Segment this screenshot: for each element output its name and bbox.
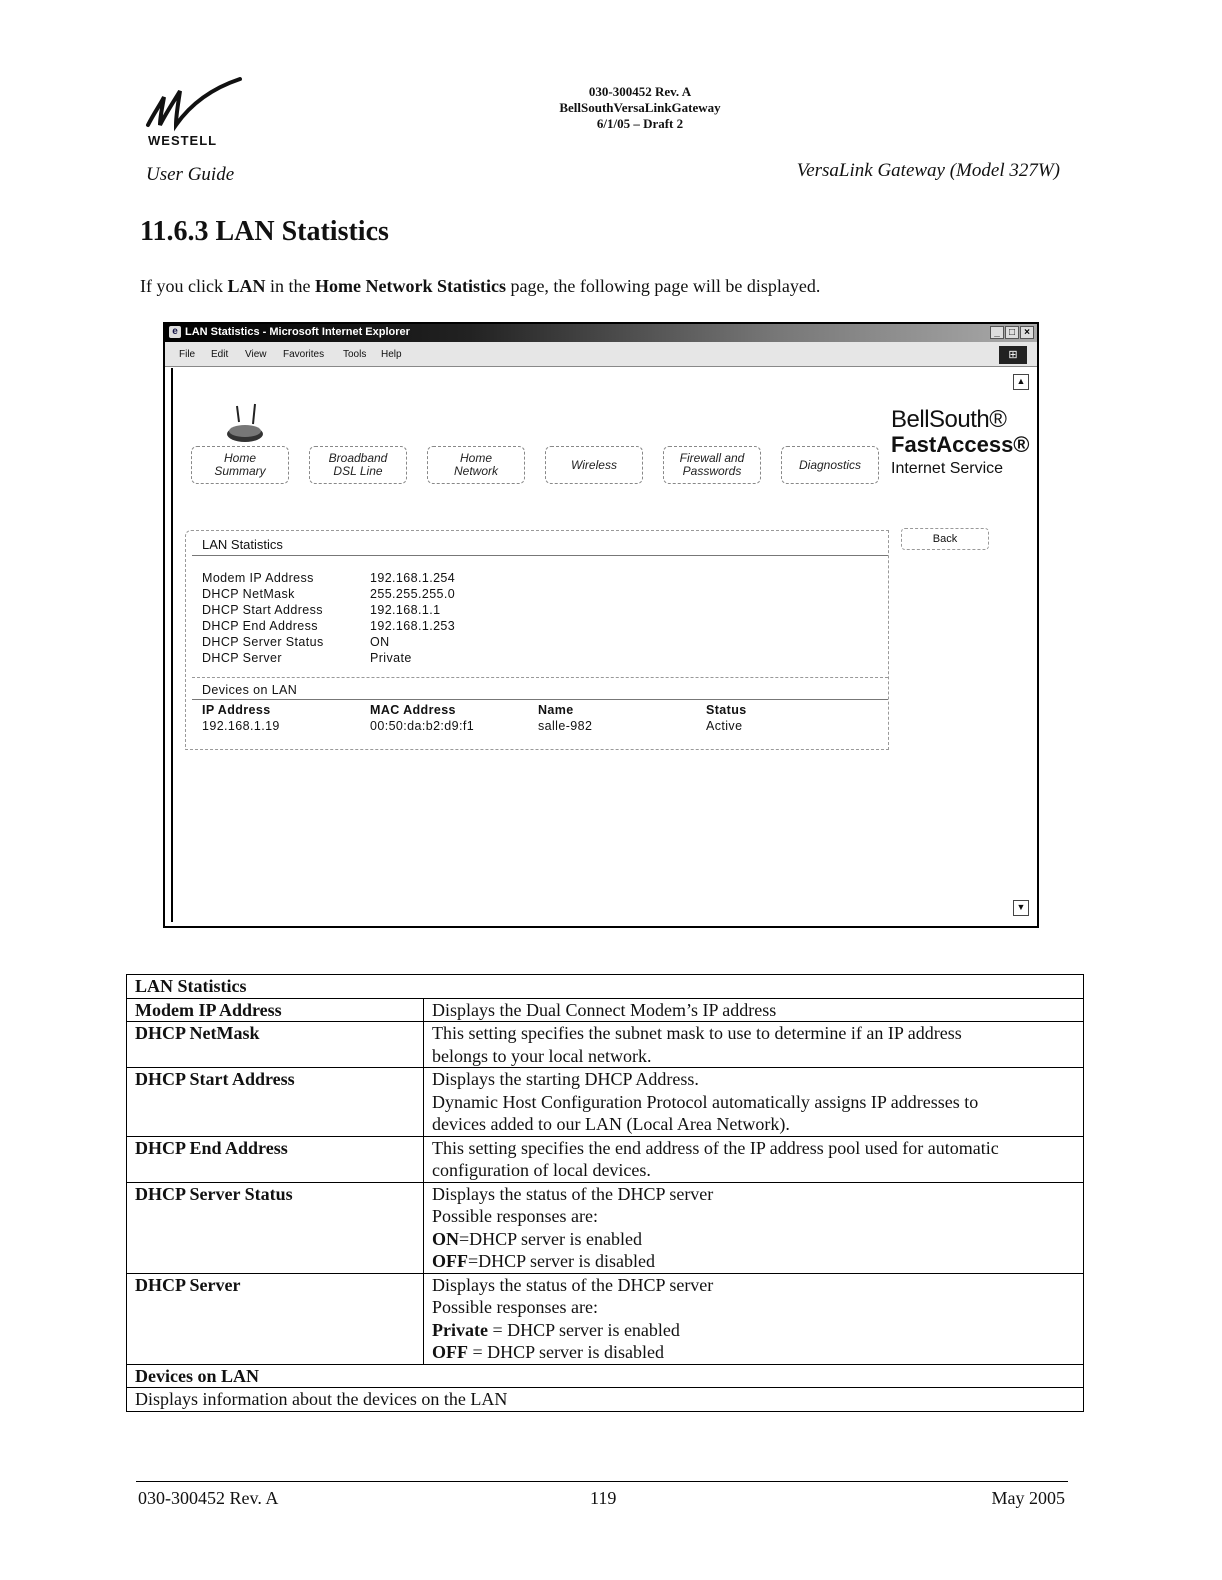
row-desc	[424, 1068, 1084, 1137]
nav-home-summary[interactable]: Home Summary	[191, 446, 289, 484]
devices-description: Displays information about the devices on the LAN	[127, 1388, 1084, 1412]
device-ip: 192.168.1.19	[202, 719, 280, 733]
row-key: DHCP End Address	[127, 1136, 424, 1182]
row-key: DHCP Server Status	[127, 1182, 424, 1273]
minimize-icon[interactable]: _	[990, 326, 1004, 339]
lan-statistics-panel	[185, 530, 889, 750]
devices-title: Devices on LAN	[202, 683, 298, 697]
section-title: 11.6.3 LAN Statistics	[140, 216, 389, 247]
stat-label: Modem IP Address	[202, 571, 314, 585]
stat-row	[202, 651, 412, 665]
table-row	[127, 1182, 1084, 1273]
logo-text: WESTELL	[148, 133, 218, 148]
row-desc	[424, 1273, 1084, 1364]
desc-line: devices added to our LAN (Local Area Network).	[432, 1114, 790, 1134]
device-status: Active	[706, 719, 743, 733]
device-header-status: Status	[706, 703, 747, 717]
menu-help[interactable]: Help	[381, 349, 402, 360]
device-header-name: Name	[538, 703, 574, 717]
stat-row	[202, 635, 390, 649]
menu-tools[interactable]: Tools	[343, 349, 367, 360]
device-name: salle-982	[538, 719, 593, 733]
desc-bold: ON	[432, 1228, 459, 1249]
desc-line: configuration of local devices.	[432, 1160, 651, 1180]
desc-line: Displays the Dual Connect Modem’s IP address	[432, 999, 777, 1020]
menu-file[interactable]: File	[179, 349, 196, 360]
table-row	[127, 1022, 1084, 1068]
desc-bold: OFF	[432, 1342, 468, 1362]
desc-line: Displays the status of the DHCP server	[432, 1183, 714, 1204]
stat-row	[202, 603, 440, 617]
menu-favorites[interactable]: Favorites	[283, 349, 325, 360]
stat-row	[202, 571, 455, 585]
browser-window	[163, 322, 1039, 928]
scroll-down-icon[interactable]: ▼	[1013, 900, 1029, 916]
scroll-up-icon[interactable]: ▲	[1013, 374, 1029, 390]
footer-doc-number: 030-300452 Rev. A	[138, 1488, 279, 1508]
desc-rest: =DHCP server is enabled	[459, 1228, 642, 1249]
intro-prefix: If you click	[140, 276, 228, 296]
desc-line: Dynamic Host Configuration Protocol automatically assigns IP addresses to	[432, 1091, 979, 1112]
westell-logo	[140, 75, 260, 150]
stat-label: DHCP Server Status	[202, 635, 324, 649]
table-row	[127, 998, 1084, 1022]
intro-link: LAN	[227, 276, 266, 296]
panel-title: LAN Statistics	[202, 537, 283, 552]
draft-label: 6/1/05 – Draft 2	[596, 116, 684, 131]
doc-header-center	[480, 84, 800, 132]
desc-line: Displays the status of the DHCP server	[432, 1274, 714, 1295]
footer-page-number: 119	[590, 1488, 617, 1508]
stat-row	[202, 619, 455, 633]
desc-rest: = DHCP server is disabled	[468, 1342, 664, 1362]
product-line: BellSouthVersaLinkGateway	[559, 100, 721, 115]
devices-heading: Devices on LAN	[127, 1364, 1084, 1388]
table-heading: LAN Statistics	[127, 975, 1084, 999]
browser-content	[171, 368, 1033, 922]
footer-rule	[136, 1481, 1068, 1482]
close-icon[interactable]: ×	[1020, 326, 1034, 339]
nav-firewall-passwords[interactable]: Firewall and Passwords	[663, 446, 761, 484]
stat-label: DHCP Start Address	[202, 603, 323, 617]
ie-icon: e	[169, 326, 181, 338]
user-guide-label: User Guide	[146, 164, 235, 185]
stat-label: DHCP End Address	[202, 619, 318, 633]
stat-value: ON	[370, 635, 390, 649]
stat-label: DHCP Server	[202, 651, 282, 665]
desc-line: This setting specifies the subnet mask to use to determine if an IP address	[432, 1023, 962, 1043]
intro-middle: in the	[265, 276, 315, 296]
nav-broadband-dsl-line[interactable]: Broadband DSL Line	[309, 446, 407, 484]
panel-divider	[192, 555, 888, 556]
intro-page: Home Network Statistics	[314, 276, 506, 296]
stat-row	[202, 587, 455, 601]
desc-rest: =DHCP server is disabled	[468, 1251, 655, 1271]
stat-value: 255.255.255.0	[370, 587, 456, 601]
stat-value: 192.168.1.253	[370, 619, 456, 633]
table-row	[127, 1068, 1084, 1137]
row-key: Modem IP Address	[127, 998, 424, 1022]
row-desc	[424, 1022, 1084, 1068]
menu-view[interactable]: View	[245, 349, 267, 360]
desc-line: This setting specifies the end address of the IP address pool used for automatic	[432, 1137, 999, 1158]
row-key: DHCP NetMask	[127, 1022, 424, 1068]
desc-line: belongs to your local network.	[432, 1045, 652, 1066]
row-desc	[424, 998, 1084, 1022]
nav-wireless[interactable]: Wireless	[545, 446, 643, 484]
row-desc	[424, 1136, 1084, 1182]
window-titlebar	[165, 324, 1037, 342]
desc-line	[432, 1250, 1075, 1273]
row-key: DHCP Server	[127, 1273, 424, 1364]
table-row	[127, 1388, 1084, 1412]
row-key: DHCP Start Address	[127, 1068, 424, 1137]
window-title: LAN Statistics - Microsoft Internet Explorer	[185, 326, 410, 338]
intro-paragraph	[140, 276, 820, 297]
table-row	[127, 975, 1084, 999]
windows-logo-icon: ⊞	[999, 346, 1027, 364]
brand-fastaccess: FastAccess®	[891, 432, 1030, 457]
westell-logo-mark-icon	[140, 75, 250, 133]
stat-value: Private	[370, 651, 412, 665]
stat-value: 192.168.1.254	[370, 571, 456, 585]
router-icon	[221, 402, 267, 448]
panel-divider	[192, 699, 888, 700]
desc-bold: Private	[432, 1319, 488, 1340]
device-header-mac: MAC Address	[370, 703, 456, 717]
brand-internet-service: Internet Service	[891, 460, 1004, 477]
lan-statistics-description-table	[126, 974, 1084, 1412]
desc-line: Possible responses are:	[432, 1206, 598, 1226]
menu-bar	[165, 342, 1037, 367]
desc-line	[432, 1341, 1075, 1364]
table-row	[127, 1136, 1084, 1182]
desc-line: Displays the starting DHCP Address.	[432, 1069, 699, 1089]
desc-line: Possible responses are:	[432, 1297, 598, 1317]
nav-diagnostics[interactable]: Diagnostics	[781, 446, 879, 484]
nav-home-network[interactable]: Home Network	[427, 446, 525, 484]
model-label: VersaLink Gateway (Model 327W)	[796, 160, 1060, 181]
table-row	[127, 1364, 1084, 1388]
menu-edit[interactable]: Edit	[211, 349, 229, 360]
device-mac: 00:50:da:b2:d9:f1	[370, 719, 475, 733]
stat-value: 192.168.1.1	[370, 603, 441, 617]
table-row	[127, 1273, 1084, 1364]
desc-line	[432, 1228, 1075, 1251]
brand-bellsouth: BellSouth®	[891, 406, 1007, 433]
desc-rest: = DHCP server is enabled	[487, 1319, 680, 1340]
panel-divider	[192, 677, 888, 678]
back-button[interactable]: Back	[901, 528, 989, 550]
device-header-ip: IP Address	[202, 703, 271, 717]
row-desc	[424, 1182, 1084, 1273]
footer-date: May 2005	[991, 1488, 1065, 1508]
doc-number: 030-300452 Rev. A	[588, 84, 692, 99]
bellsouth-brand	[891, 406, 1030, 478]
stat-label: DHCP NetMask	[202, 587, 295, 601]
maximize-icon[interactable]: □	[1005, 326, 1019, 339]
intro-suffix: page, the following page will be displayed.	[505, 276, 821, 296]
desc-bold: OFF	[432, 1251, 468, 1271]
desc-line	[432, 1319, 1075, 1342]
